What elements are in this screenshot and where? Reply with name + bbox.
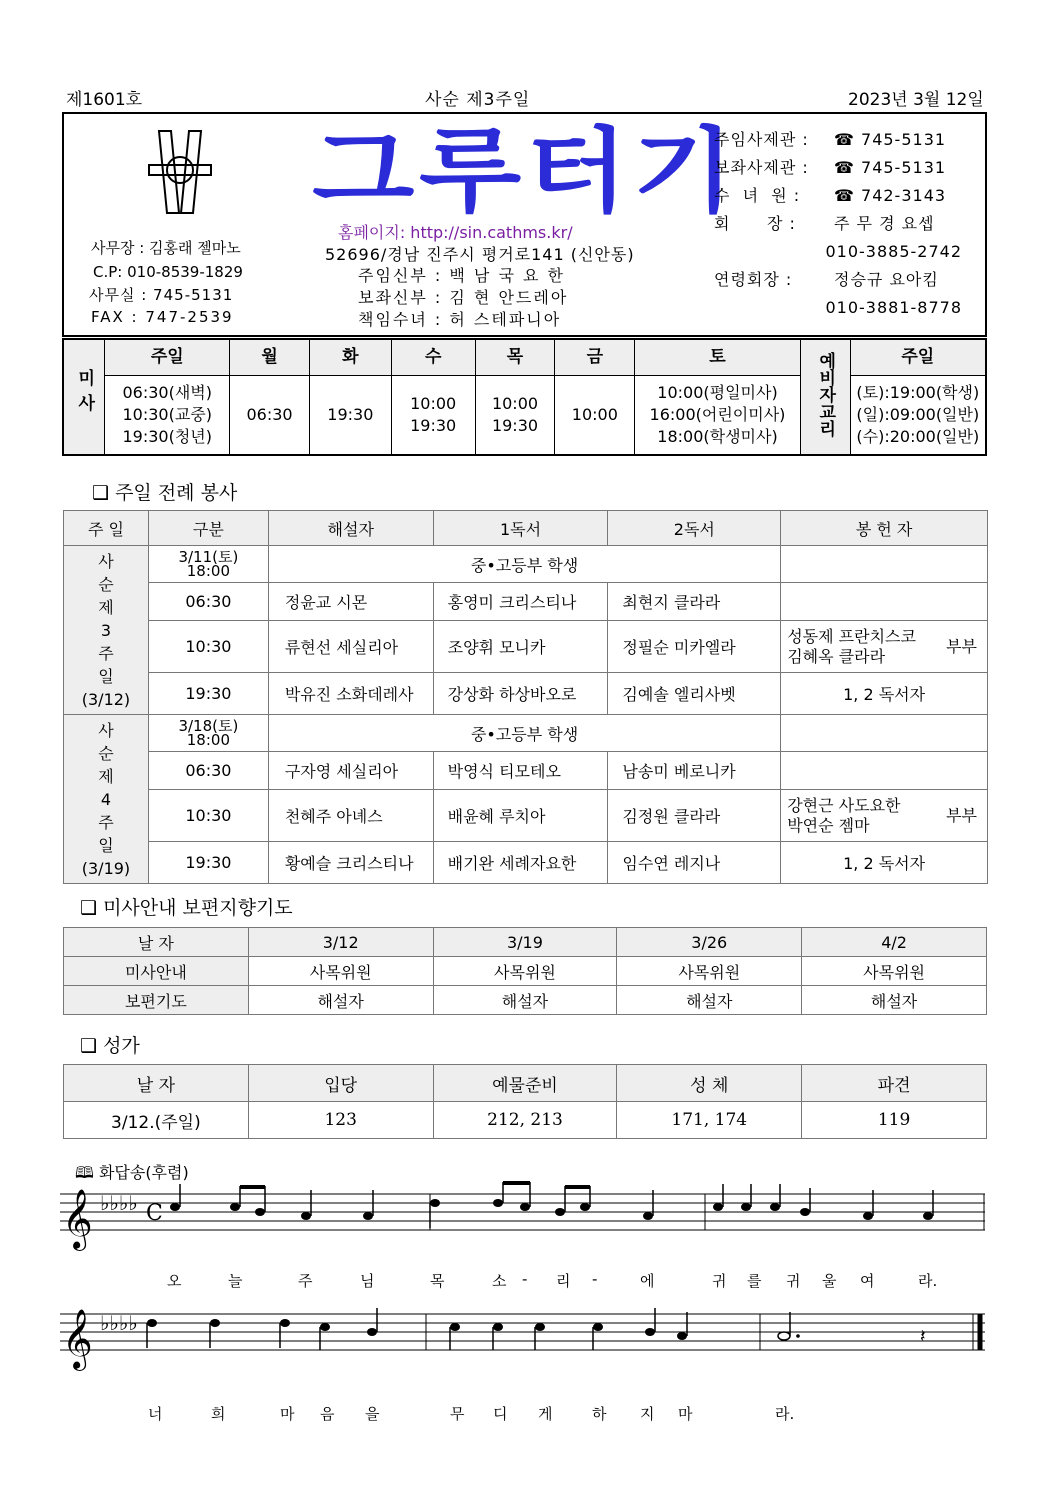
lyric-syllable: 목 [430,1272,445,1290]
mass-time: 10:00 19:30 [391,375,475,455]
office-head: 사무장 : 김홍래 젤마노 [91,239,241,257]
commentator-cell: 황예슬 크리스티나 [268,842,433,884]
offer-cell [781,752,988,790]
contact-value: 010-3885-2742 [825,242,962,261]
reader1-cell: 홍영미 크리스티나 [433,583,608,621]
table-row [64,546,988,583]
svg-text:𝄞: 𝄞 [62,1309,93,1369]
lyric-syllable: 디 [493,1405,508,1423]
time-cell: 3/11(토) 18:00 [148,546,268,583]
lyric-syllable: 에 [640,1272,655,1290]
week-label: 사 순 제 4 주 일 (3/19) [64,715,149,884]
lyric-syllable: 라. [775,1405,795,1423]
cell: 해설자 [433,986,617,1015]
lyric-syllable: 을 [365,1405,380,1423]
lyric-syllable: 지 [640,1405,655,1423]
lyric-syllable: 울 [822,1272,837,1290]
contact-row [714,126,984,154]
offer-cell [781,583,988,621]
office-fax: FAX : 747-2539 [91,308,234,326]
svg-text:♭♭♭♭: ♭♭♭♭ [100,1311,138,1335]
contact-row [714,210,984,238]
reader1-cell: 강상화 하상바오로 [433,673,608,715]
col-header: 입당 [248,1065,433,1102]
reader2-cell: 김정원 클라라 [608,790,781,842]
couple-label: 부부 [946,636,977,656]
contact-value: ☎ 745-5131 [834,158,947,177]
col-header: 4/2 [802,928,987,957]
music-staff-1 [60,1180,990,1260]
cell: 171, 174 [617,1102,802,1139]
contact-value: 010-3881-8778 [825,298,962,317]
mass-time: 19:30 [309,375,391,455]
time-cell: 10:30 [148,621,268,673]
notes-1 [170,1199,933,1220]
lyric-syllable: 귀 [712,1272,727,1290]
reader1-cell: 조양휘 모니카 [433,621,608,673]
mass-time: 06:30 [230,375,310,455]
lyric-syllable: 라. [918,1272,938,1290]
reader2-cell: 김예솔 엘리사벳 [608,673,781,715]
col-header: 주 일 [64,511,149,546]
col-header: 날 자 [64,1065,249,1102]
contact-label: 주임사제관 : [714,130,809,149]
music-staff-2 [60,1300,990,1380]
liturgical-week: 사순 제3주일 [425,90,531,110]
offer-cell: 1, 2 독서자 [781,842,988,884]
table-row [64,673,988,715]
mass-time: 10:00(평일미사) 16:00(어린이미사) 18:00(학생미사) [635,375,801,455]
office-tel: 사무실 : 745-5131 [89,286,234,304]
contact-value: 정승규 요아킴 [834,270,939,289]
lyric-syllable: 소 [492,1272,507,1290]
liturgy-title: ❑ 주일 전례 봉사 [92,482,238,504]
mass-time: 10:00 [555,375,635,455]
col-header: 봉 헌 자 [781,511,988,546]
offer-cell [781,715,988,752]
office-cp: C.P: 010-8539-1829 [93,263,243,281]
commentator-cell: 박유진 소화데레사 [268,673,433,715]
week-label: 사 순 제 3 주 일 (3/12) [64,546,149,715]
contact-label: 회 장 : [714,214,796,233]
time-cell: 10:30 [148,790,268,842]
col-header: 3/26 [617,928,802,957]
offer-cell: 1, 2 독서자 [781,673,988,715]
offer-cell [781,546,988,583]
lyric-syllable: 마 [280,1405,295,1423]
cell: 사목위원 [433,957,617,986]
lyric-syllable: 오 [167,1272,182,1290]
contact-row [714,154,984,182]
col-header: 날 자 [64,928,249,957]
time-cell: 06:30 [148,583,268,621]
prayer-title: ❑ 미사안내 보편지향기도 [80,897,293,919]
cell: 해설자 [248,986,433,1015]
contact-value: ☎ 745-5131 [834,130,947,149]
liturgy-table [63,510,988,884]
mass-time: 10:00 19:30 [475,375,555,455]
commentator-cell: 천혜주 아녜스 [268,790,433,842]
lyric-syllable: - [592,1270,598,1288]
col-header: 구분 [148,511,268,546]
catechism-label: 예비자교리 [800,339,850,455]
lyric-syllable: 늘 [228,1272,243,1290]
time-cell: 19:30 [148,673,268,715]
contact-label: 연령회장 : [714,270,793,289]
lyric-syllable: 무 [450,1405,465,1423]
cell: 119 [802,1102,987,1139]
offer-names: 강현근 사도요한 박연순 젬마 [787,795,901,835]
cell: 212, 213 [433,1102,617,1139]
commentator-cell: 정윤교 시몬 [268,583,433,621]
lyric-syllable: 리 [556,1272,571,1290]
day-header: 주일 [105,339,230,375]
table-row [64,583,988,621]
col-header: 예물준비 [433,1065,617,1102]
lyric-syllable: 를 [747,1272,762,1290]
hymn-header-row [64,1065,987,1102]
contact-value: ☎ 742-3143 [834,186,947,205]
reader2-cell: 최현지 클라라 [608,583,781,621]
cell: 사목위원 [248,957,433,986]
homepage-link[interactable]: 홈페이지: http://sin.cathms.kr/ [338,223,573,242]
address: 52696/경남 진주시 평거로141 (신안동) [325,245,635,264]
lyric-syllable: 음 [320,1405,335,1423]
cell: 해설자 [802,986,987,1015]
svg-text:𝄽: 𝄽 [920,1326,926,1347]
table-row [64,752,988,790]
table-row [64,986,987,1015]
assistant-pastor: 보좌신부 : 김 현 안드레아 [358,288,569,307]
mass-time: 06:30(새벽) 10:30(교중) 19:30(청년) [105,375,230,455]
lyric-syllable: 여 [860,1272,875,1290]
liturgy-header-row [64,511,988,546]
offer-cell [781,621,988,673]
contact-row [714,266,984,294]
day-header: 화 [309,339,391,375]
merged-cell: 중•고등부 학생 [268,546,780,583]
table-row [64,1102,987,1139]
cell: 해설자 [617,986,802,1015]
reader1-cell: 배기완 세례자요한 [433,842,608,884]
newsletter-title: 그루터기 [312,118,740,225]
col-header: 2독서 [608,511,781,546]
couple-label: 부부 [946,805,977,825]
table-row [64,790,988,842]
day-header: 월 [230,339,310,375]
catechism-time: (토):19:00(학생) (일):09:00(일반) (수):20:00(일반) [850,375,986,455]
issue-number: 제1601호 [66,90,143,110]
lyric-syllable: 귀 [786,1272,801,1290]
col-header: 3/12 [248,928,433,957]
sister: 책임수녀 : 허 스테파니아 [358,310,562,329]
time-cell: 06:30 [148,752,268,790]
reader2-cell: 정필순 미카엘라 [608,621,781,673]
mass-label: 미사 [63,339,105,455]
lyric-syllable: 마 [678,1405,693,1423]
commentator-cell: 류현선 세실리아 [268,621,433,673]
svg-text:C: C [146,1201,163,1226]
mass-header-row [63,339,986,375]
col-header: 1독서 [433,511,608,546]
col-header: 3/19 [433,928,617,957]
lyric-syllable: - [522,1270,528,1288]
day-header: 목 [475,339,555,375]
cell: 3/12.(주일) [64,1102,249,1139]
col-header: 해설자 [268,511,433,546]
lyric-syllable: 너 [148,1405,163,1423]
contact-row [714,182,984,210]
table-row [64,621,988,673]
svg-text:𝄞: 𝄞 [62,1189,93,1249]
cell: 사목위원 [802,957,987,986]
offer-names: 성동제 프란치스코 김혜옥 클라라 [787,626,916,666]
catechism-header: 주일 [850,339,986,375]
row-label: 미사안내 [64,957,249,986]
offer-cell [781,790,988,842]
psalm-label: 🕮 화답송(후렴) [75,1163,189,1182]
issue-date: 2023년 3월 12일 [848,90,984,110]
row-label: 보편기도 [64,986,249,1015]
table-row [64,957,987,986]
lyric-syllable: 님 [360,1272,375,1290]
table-row [64,842,988,884]
svg-text:♭♭♭♭: ♭♭♭♭ [100,1191,138,1215]
hymn-table [63,1064,987,1139]
lyric-syllable: 게 [538,1405,553,1423]
col-header: 성 체 [617,1065,802,1102]
merged-cell: 중•고등부 학생 [268,715,780,752]
notes-2 [147,1319,790,1340]
day-header: 수 [391,339,475,375]
contact-list [714,126,984,322]
reader1-cell: 박영식 티모테오 [433,752,608,790]
contact-label: 보좌사제관 : [714,158,809,177]
cell: 123 [248,1102,433,1139]
time-cell: 19:30 [148,842,268,884]
reader1-cell: 배윤혜 루치아 [433,790,608,842]
hymn-title: ❑ 성가 [80,1035,140,1057]
reader2-cell: 남송미 베로니카 [608,752,781,790]
cell: 사목위원 [617,957,802,986]
pastor: 주임신부 : 백 남 국 요 한 [358,266,566,285]
mass-schedule-table [62,338,987,456]
day-header: 토 [635,339,801,375]
table-row [64,715,988,752]
lyric-syllable: 희 [211,1405,226,1423]
contact-label: 수 녀 원 : [714,186,801,205]
commentator-cell: 구자영 세실리아 [268,752,433,790]
parish-logo-icon [145,127,215,217]
lyric-syllable: 하 [592,1405,607,1423]
time-cell: 3/18(토) 18:00 [148,715,268,752]
contact-value: 주 무 경 요셉 [834,214,935,233]
col-header: 파견 [802,1065,987,1102]
prayer-table [63,927,987,1015]
lyric-syllable: 주 [298,1272,313,1290]
prayer-header-row [64,928,987,957]
day-header: 금 [555,339,635,375]
reader2-cell: 임수연 레지나 [608,842,781,884]
